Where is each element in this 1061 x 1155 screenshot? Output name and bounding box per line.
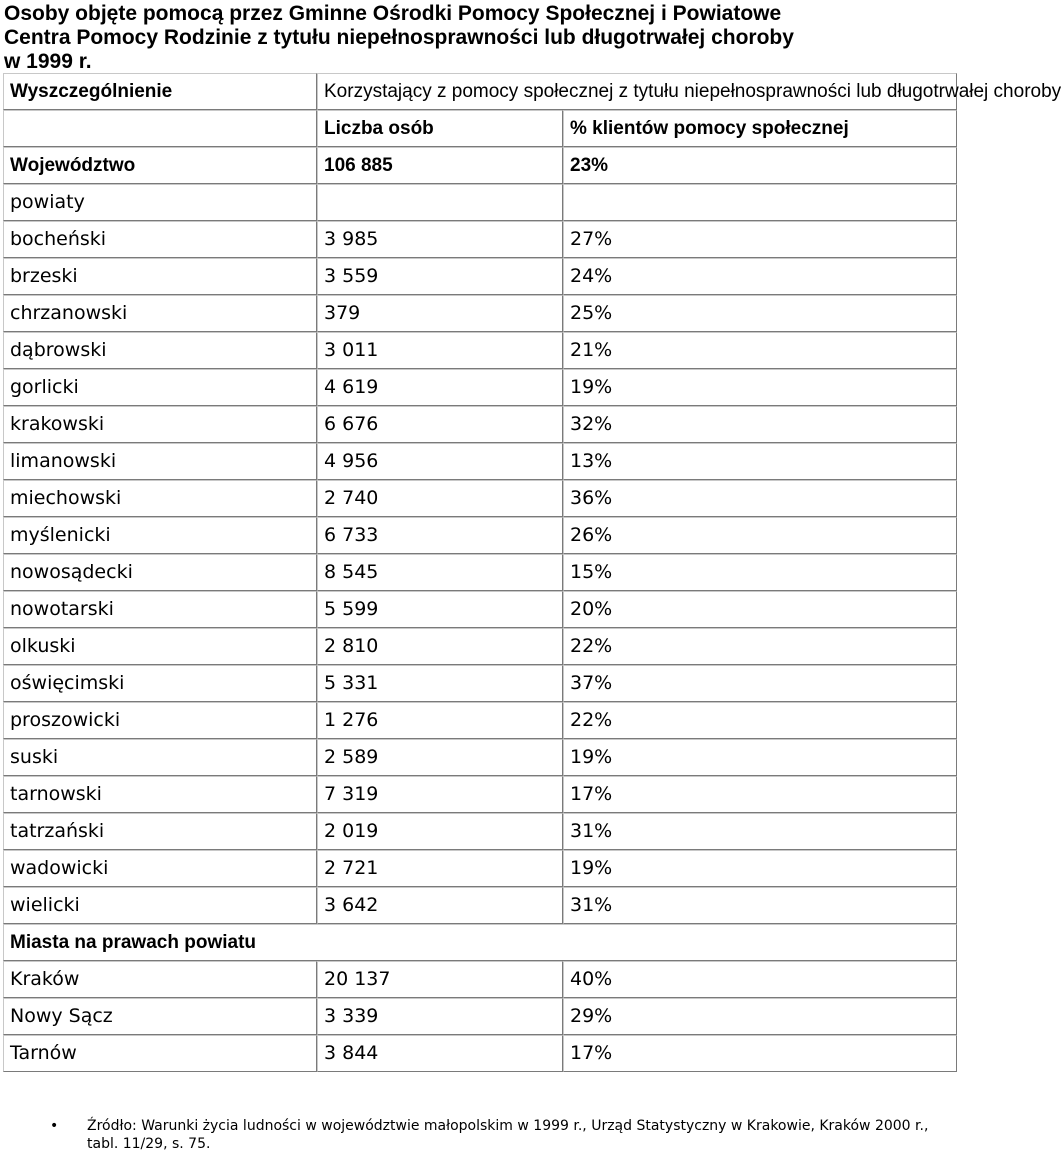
source-note [50, 1117, 950, 1153]
region-name: wadowicki [3, 850, 317, 887]
client-percent: 20% [563, 591, 957, 628]
region-name: bocheński [3, 221, 317, 258]
header-row-1 [3, 73, 957, 110]
empty-cell [563, 184, 957, 221]
table-row [3, 517, 957, 554]
table-row [3, 665, 957, 702]
client-percent: 29% [563, 998, 957, 1035]
source-text: Źródło: Warunki życia ludności w województwie małopolskim w 1999 r., Urząd Statystyczny w Krakowie, Kraków 2000 r., tabl. 11/29, s. 75. [87, 1118, 929, 1152]
client-percent: 19% [563, 850, 957, 887]
client-percent: 40% [563, 961, 957, 998]
region-name: miechowski [3, 480, 317, 517]
table-row [3, 887, 957, 924]
person-count: 4 956 [317, 443, 563, 480]
region-name: olkuski [3, 628, 317, 665]
voivodeship-name: Województwo [3, 147, 317, 184]
person-count: 3 985 [317, 221, 563, 258]
table-row [3, 443, 957, 480]
region-name: Nowy Sącz [3, 998, 317, 1035]
miasta-label-row [3, 924, 957, 961]
table-row [3, 295, 957, 332]
region-name: dąbrowski [3, 332, 317, 369]
header-count: Liczba osób [317, 110, 563, 147]
client-percent: 27% [563, 221, 957, 258]
client-percent: 21% [563, 332, 957, 369]
client-percent: 31% [563, 813, 957, 850]
bullet-icon: • [50, 1118, 59, 1134]
voivodeship-pct: 23% [563, 147, 957, 184]
region-name: tarnowski [3, 776, 317, 813]
client-percent: 32% [563, 406, 957, 443]
region-name: suski [3, 739, 317, 776]
region-name: limanowski [3, 443, 317, 480]
table-row [3, 813, 957, 850]
header-spec: Wyszczególnienie [3, 73, 317, 110]
region-name: nowotarski [3, 591, 317, 628]
person-count: 3 642 [317, 887, 563, 924]
region-name: wielicki [3, 887, 317, 924]
person-count: 3 011 [317, 332, 563, 369]
person-count: 20 137 [317, 961, 563, 998]
table-row [3, 221, 957, 258]
person-count: 6 676 [317, 406, 563, 443]
client-percent: 24% [563, 258, 957, 295]
header-empty-cell [3, 110, 317, 147]
person-count: 3 559 [317, 258, 563, 295]
client-percent: 19% [563, 369, 957, 406]
table-row [3, 332, 957, 369]
client-percent: 17% [563, 1035, 957, 1072]
table-title: Osoby objęte pomocą przez Gminne Ośrodki Pomocy Społecznej i Powiatowe Centra Pomocy Rodzinie z tytułu niepełnosprawności lub długotrwałej choroby w 1999 r. [4, 2, 794, 73]
client-percent: 22% [563, 702, 957, 739]
client-percent: 25% [563, 295, 957, 332]
miasta-label: Miasta na prawach powiatu [3, 924, 957, 961]
table-row [3, 406, 957, 443]
person-count: 2 589 [317, 739, 563, 776]
person-count: 8 545 [317, 554, 563, 591]
client-percent: 13% [563, 443, 957, 480]
person-count: 5 331 [317, 665, 563, 702]
client-percent: 36% [563, 480, 957, 517]
table-row [3, 480, 957, 517]
person-count: 4 619 [317, 369, 563, 406]
region-name: gorlicki [3, 369, 317, 406]
data-table [3, 73, 1061, 1072]
client-percent: 22% [563, 628, 957, 665]
region-name: proszowicki [3, 702, 317, 739]
person-count: 2 019 [317, 813, 563, 850]
region-name: tatrzański [3, 813, 317, 850]
client-percent: 26% [563, 517, 957, 554]
voivodeship-row [3, 147, 957, 184]
person-count: 2 740 [317, 480, 563, 517]
region-name: myślenicki [3, 517, 317, 554]
client-percent: 37% [563, 665, 957, 702]
person-count: 379 [317, 295, 563, 332]
powiaty-label-row [3, 184, 957, 221]
person-count: 3 339 [317, 998, 563, 1035]
region-name: Tarnów [3, 1035, 317, 1072]
region-name: oświęcimski [3, 665, 317, 702]
table-row [3, 258, 957, 295]
region-name: chrzanowski [3, 295, 317, 332]
person-count: 3 844 [317, 1035, 563, 1072]
table-row [3, 702, 957, 739]
person-count: 5 599 [317, 591, 563, 628]
person-count: 1 276 [317, 702, 563, 739]
client-percent: 15% [563, 554, 957, 591]
client-percent: 19% [563, 739, 957, 776]
table-row [3, 369, 957, 406]
person-count: 7 319 [317, 776, 563, 813]
powiaty-label: powiaty [3, 184, 317, 221]
person-count: 2 721 [317, 850, 563, 887]
person-count: 2 810 [317, 628, 563, 665]
table-row [3, 554, 957, 591]
table-row [3, 591, 957, 628]
table-row [3, 1035, 957, 1072]
client-percent: 31% [563, 887, 957, 924]
empty-cell [317, 184, 563, 221]
region-name: brzeski [3, 258, 317, 295]
voivodeship-count: 106 885 [317, 147, 563, 184]
header-pct: % klientów pomocy społecznej [563, 110, 957, 147]
region-name: krakowski [3, 406, 317, 443]
table-row [3, 850, 957, 887]
region-name: Kraków [3, 961, 317, 998]
client-percent: 17% [563, 776, 957, 813]
table-row [3, 776, 957, 813]
table-row [3, 998, 957, 1035]
region-name: nowosądecki [3, 554, 317, 591]
table-row [3, 739, 957, 776]
table-row [3, 628, 957, 665]
table-row [3, 961, 957, 998]
header-row-2 [3, 110, 957, 147]
person-count: 6 733 [317, 517, 563, 554]
header-group: Korzystający z pomocy społecznej z tytułu niepełnosprawności lub długotrwałej choroby [317, 73, 957, 110]
